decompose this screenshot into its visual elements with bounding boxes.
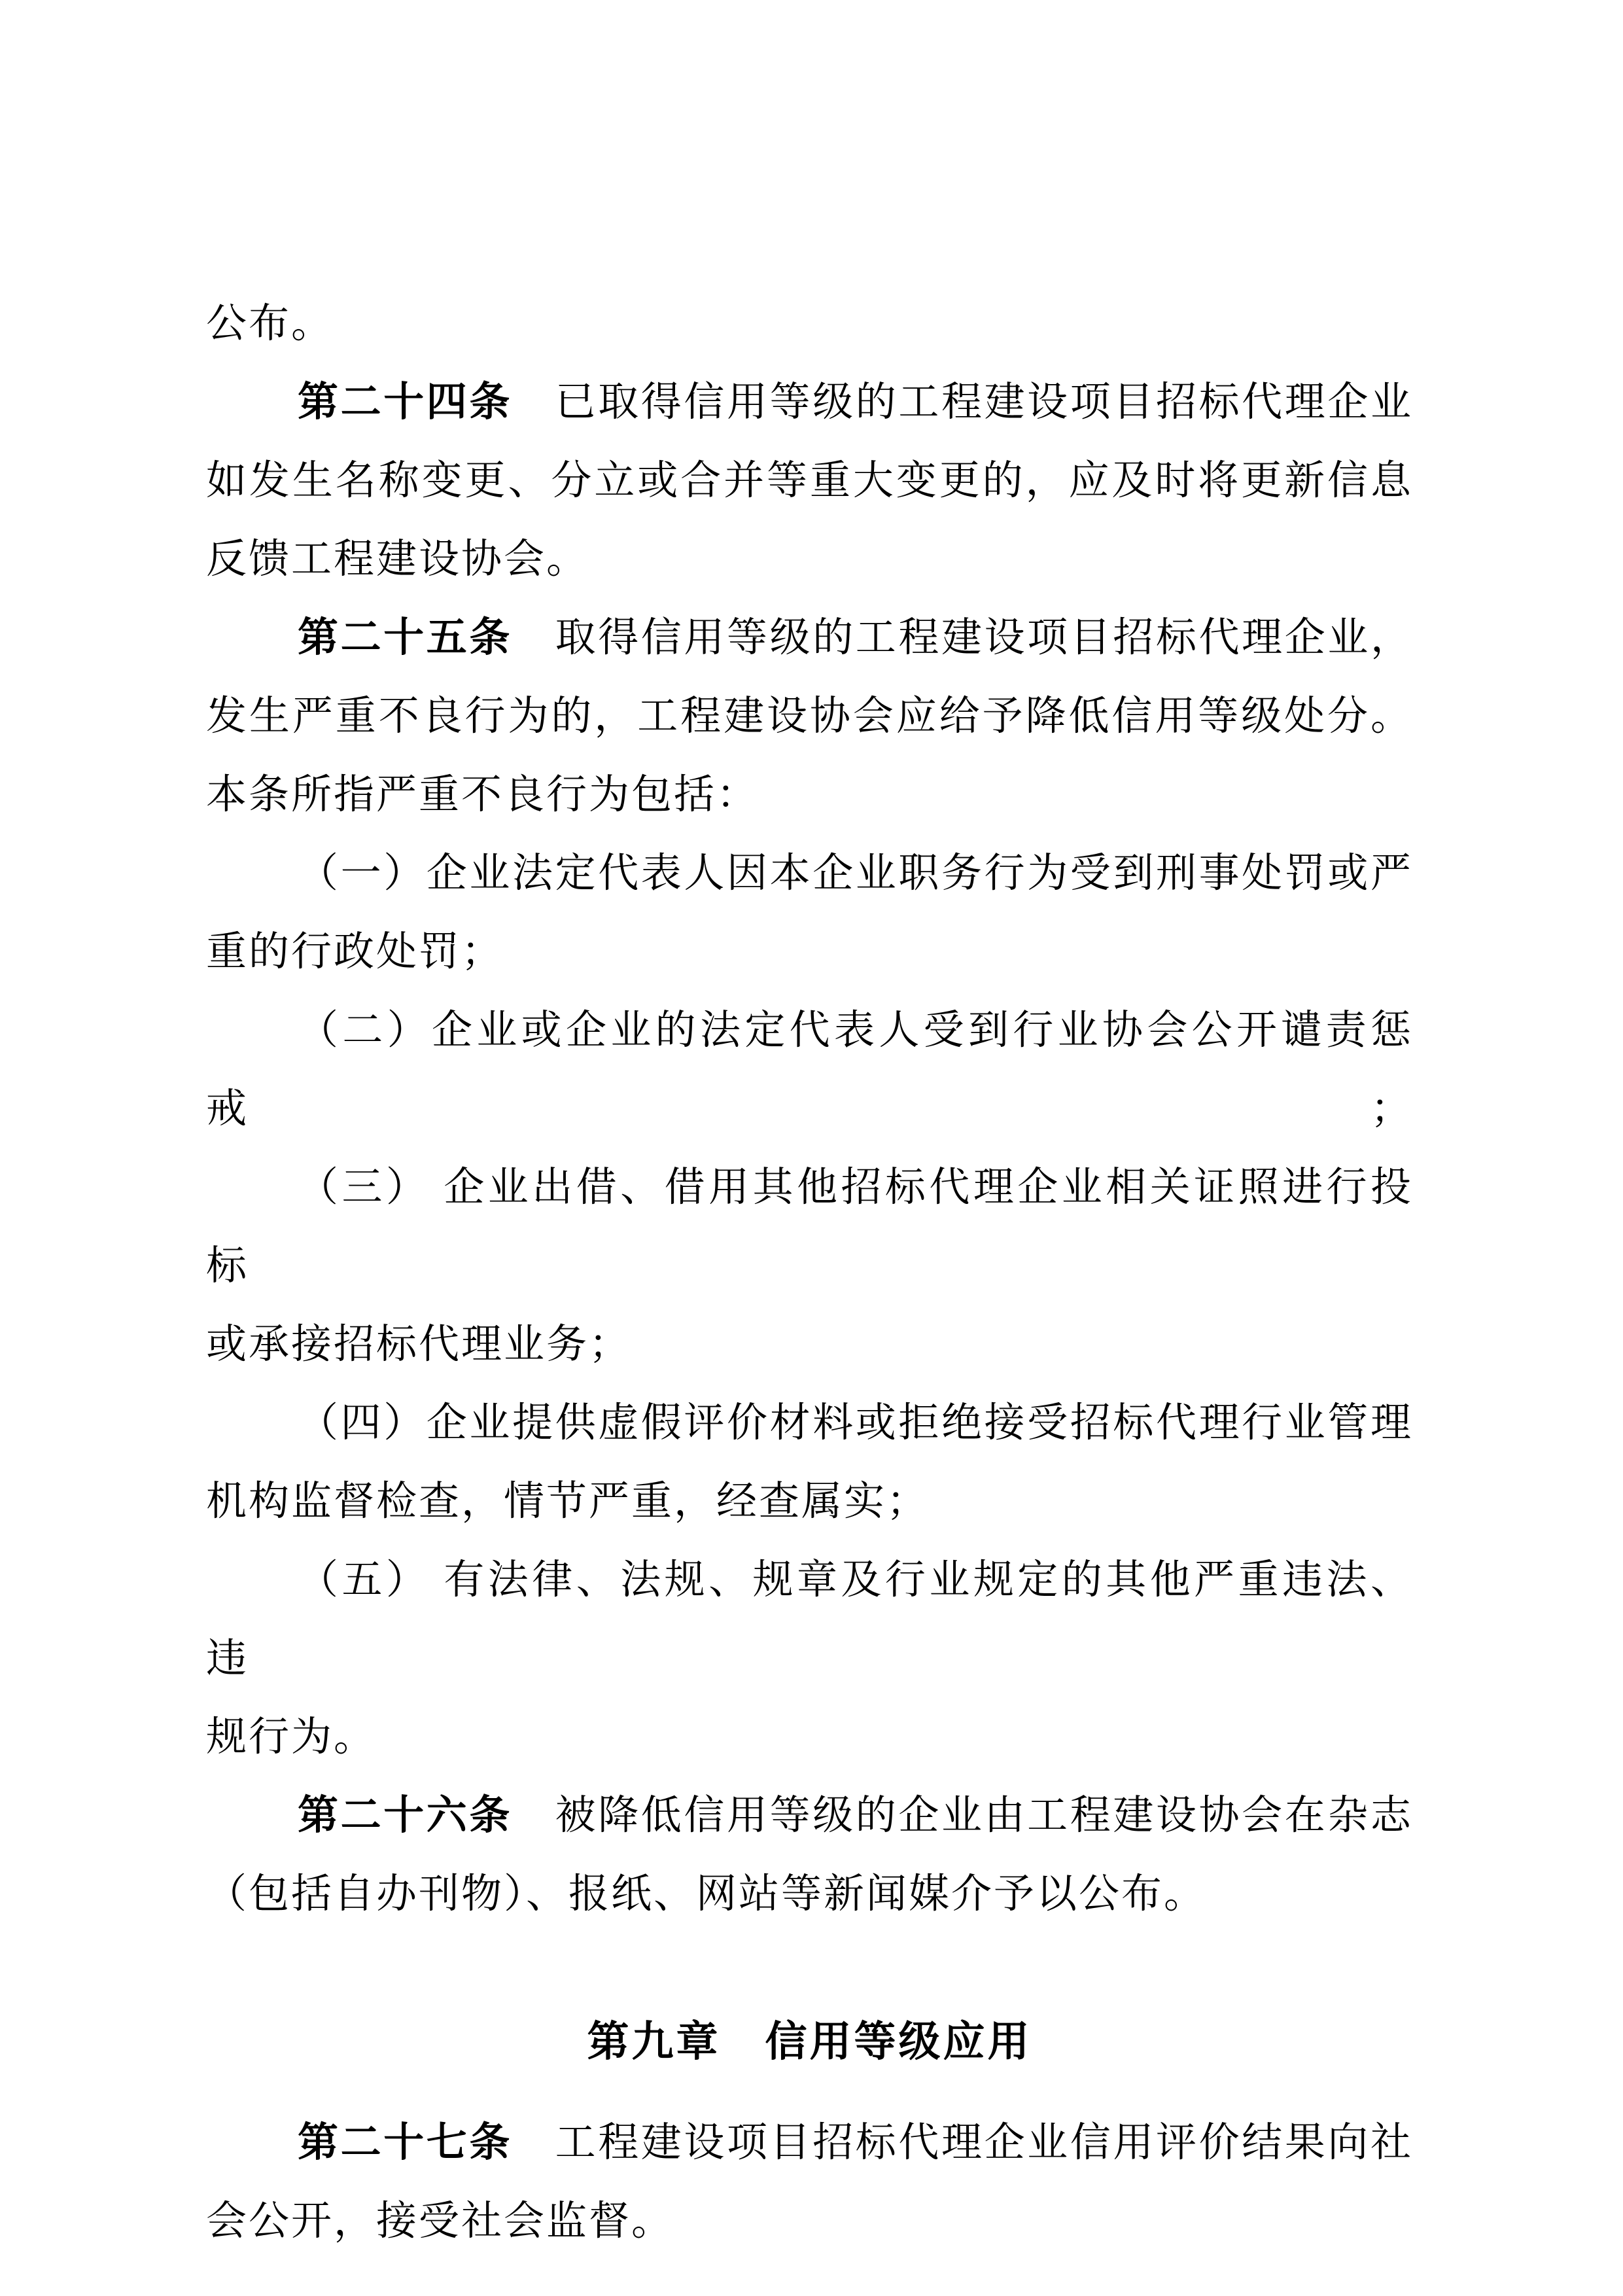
doc-line — [206, 442, 1413, 520]
line-text: （一）企业法定代表人因本企业职务行为受到刑事处罚或严 — [298, 851, 1413, 896]
line-text: （五） 有法律、法规、规章及行业规定的其他严重违法、违 — [206, 1558, 1413, 1681]
doc-line — [206, 991, 1413, 1148]
line-text: 取得信用等级的工程建设项目招标代理企业， — [512, 616, 1413, 660]
doc-line — [206, 1462, 1413, 1541]
doc-line — [206, 1855, 1413, 1934]
doc-line — [206, 363, 1413, 442]
document-body — [206, 285, 1413, 2261]
line-text: 或承接招标代理业务； — [206, 1322, 632, 1367]
line-text: （二）企业或企业的法定代表人受到行业协会公开谴责惩戒； — [206, 1008, 1413, 1131]
article-number: 第二十四条 — [298, 380, 512, 425]
doc-line — [206, 1698, 1413, 1776]
line-text: 公布。 — [206, 302, 334, 346]
article-number: 第二十五条 — [298, 616, 512, 660]
line-text: 机构监督检查，情节严重，经查属实； — [206, 1479, 930, 1524]
article-number: 第二十六条 — [298, 1793, 512, 1838]
article-number: 第二十七条 — [298, 2121, 512, 2165]
line-text: 重的行政处罚； — [206, 930, 504, 974]
doc-line — [206, 913, 1413, 991]
chapter-heading: 第九章 信用等级应用 — [587, 2018, 1032, 2065]
line-text: （包括自办刊物）、报纸、网站等新闻媒介予以公布。 — [206, 1872, 1207, 1916]
doc-line — [206, 285, 1413, 363]
line-text: （三） 企业出借、借用其他招标代理企业相关证照进行投标 — [206, 1165, 1413, 1288]
doc-line — [206, 1541, 1413, 1698]
doc-line — [206, 834, 1413, 913]
doc-line — [206, 520, 1413, 599]
doc-line — [206, 1305, 1413, 1384]
doc-line — [206, 1148, 1413, 1305]
line-text: 已取得信用等级的工程建设项目招标代理企业 — [512, 380, 1413, 425]
line-text: 本条所指严重不良行为包括： — [206, 773, 759, 817]
doc-line — [206, 2182, 1413, 2261]
doc-line — [206, 2104, 1413, 2182]
line-text: 工程建设项目招标代理企业信用评价结果向社 — [512, 2121, 1413, 2165]
doc-line — [206, 599, 1413, 677]
doc-line — [206, 1776, 1413, 1855]
doc-line — [206, 1384, 1413, 1462]
doc-line — [206, 677, 1413, 756]
line-text: 被降低信用等级的企业由工程建设协会在杂志 — [512, 1793, 1413, 1838]
line-text: 如发生名称变更、分立或合并等重大变更的，应及时将更新信息 — [206, 459, 1413, 503]
line-text: 规行为。 — [206, 1715, 377, 1759]
doc-line — [206, 756, 1413, 834]
line-text: 会公开，接受社会监督。 — [206, 2199, 674, 2244]
line-text: （四）企业提供虚假评价材料或拒绝接受招标代理行业管理 — [298, 1401, 1413, 1445]
line-text: 反馈工程建设协会。 — [206, 537, 589, 582]
line-text: 发生严重不良行为的，工程建设协会应给予降低信用等级处分。 — [206, 694, 1413, 739]
